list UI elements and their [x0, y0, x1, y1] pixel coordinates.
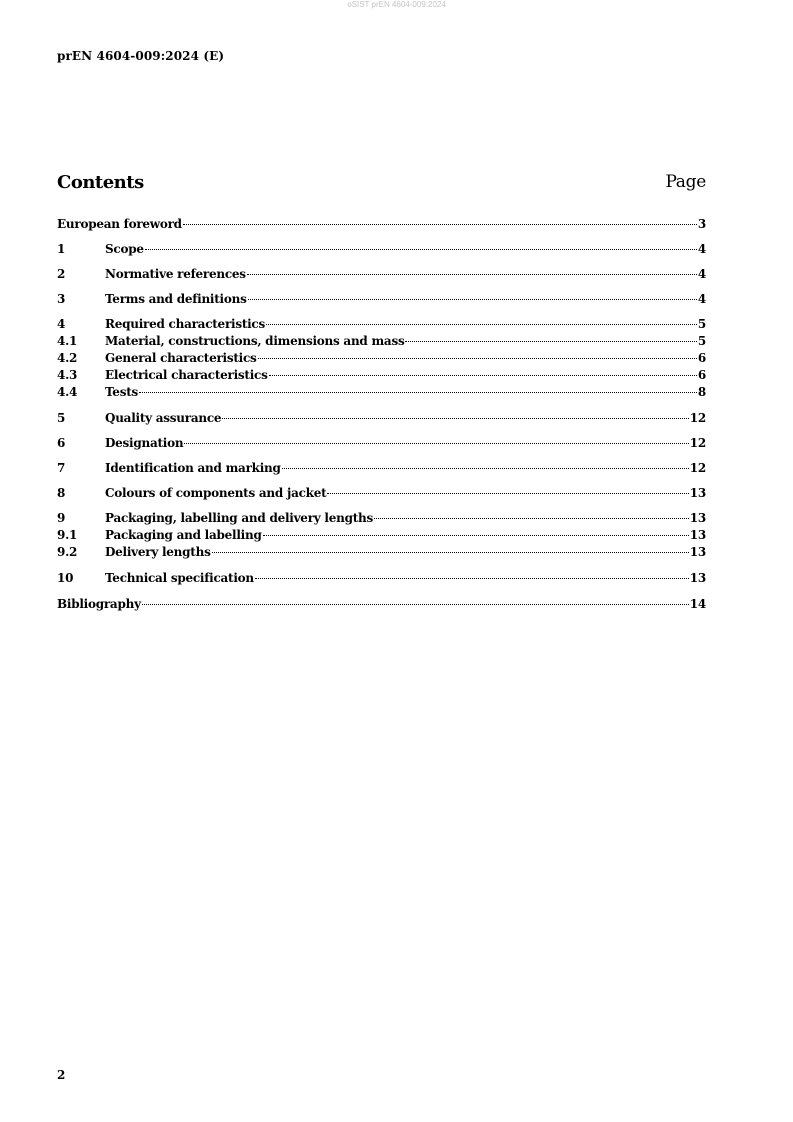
toc-leader-dots [263, 524, 689, 536]
toc-entry-title: Colours of components and jacket [105, 486, 327, 500]
toc-leader-dots [282, 457, 689, 469]
toc-entry-page: 13 [689, 486, 706, 500]
toc-entry-title: Material, constructions, dimensions and mass [105, 334, 405, 348]
toc-entry-page: 6 [697, 368, 706, 382]
toc-entry-title: Tests [105, 385, 138, 399]
toc-entry-title: Scope [105, 242, 144, 256]
toc-leader-dots [405, 330, 696, 342]
toc-entry-tests[interactable] [57, 384, 706, 400]
toc-entry-title: Technical specification [105, 571, 254, 585]
toc-leader-dots [184, 432, 688, 444]
toc-entry-number: 9.2 [57, 545, 78, 559]
toc-entry-page: 3 [697, 217, 706, 231]
toc-entry-page: 13 [689, 545, 706, 559]
toc-entry-delivery-lengths[interactable] [57, 544, 706, 560]
toc-entry-number: 5 [57, 411, 66, 425]
watermark-text: oSIST prEN 4604-009:2024 [347, 0, 446, 9]
page-column-label: Page [665, 172, 706, 192]
toc-entry-page: 5 [697, 317, 706, 331]
toc-entry-terms-definitions[interactable] [57, 291, 706, 307]
toc-leader-dots [142, 593, 689, 605]
toc-entry-page: 13 [689, 571, 706, 585]
toc-leader-dots [327, 482, 688, 494]
page-number: 2 [57, 1068, 66, 1082]
toc-entry-colours[interactable] [57, 485, 706, 501]
toc-entry-number: 2 [57, 267, 66, 281]
toc-entry-title: Delivery lengths [105, 545, 211, 559]
toc-entry-title: Identification and marking [105, 461, 281, 475]
toc-entry-page: 12 [689, 436, 706, 450]
toc-entry-number: 8 [57, 486, 66, 500]
toc-entry-normative-references[interactable] [57, 266, 706, 282]
contents-heading [57, 172, 706, 196]
toc-entry-page: 13 [689, 511, 706, 525]
toc-entry-foreword[interactable] [57, 216, 706, 232]
toc-entry-page: 12 [689, 461, 706, 475]
toc-entry-scope[interactable] [57, 241, 706, 257]
toc-leader-dots [212, 541, 689, 553]
toc-leader-dots [222, 407, 689, 419]
document-id: prEN 4604-009:2024 (E) [57, 49, 225, 63]
toc-entry-title: Terms and definitions [105, 292, 247, 306]
toc-entry-number: 4.1 [57, 334, 78, 348]
toc-entry-designation[interactable] [57, 435, 706, 451]
toc-entry-page: 4 [697, 242, 706, 256]
toc-leader-dots [145, 238, 697, 250]
toc-entry-title: Designation [105, 436, 184, 450]
toc-entry-number: 9.1 [57, 528, 78, 542]
toc-entry-title: Required characteristics [105, 317, 265, 331]
toc-entry-number: 6 [57, 436, 66, 450]
toc-entry-page: 5 [697, 334, 706, 348]
toc-entry-title: European foreword [57, 217, 182, 231]
toc-entry-title: Electrical characteristics [105, 368, 268, 382]
toc-entry-page: 4 [697, 292, 706, 306]
toc-entry-number: 10 [57, 571, 74, 585]
toc-leader-dots [255, 567, 689, 579]
toc-entry-number: 1 [57, 242, 66, 256]
toc-entry-page: 13 [689, 528, 706, 542]
toc-leader-dots [266, 313, 697, 325]
toc-leader-dots [269, 364, 697, 376]
toc-entry-page: 12 [689, 411, 706, 425]
toc-entry-page: 14 [689, 597, 706, 611]
toc-leader-dots [247, 263, 697, 275]
toc-leader-dots [248, 288, 697, 300]
toc-entry-bibliography[interactable] [57, 596, 706, 612]
toc-entry-title: Bibliography [57, 597, 141, 611]
toc-entry-title: General characteristics [105, 351, 257, 365]
toc-entry-number: 4.4 [57, 385, 78, 399]
toc-entry-number: 9 [57, 511, 66, 525]
toc-leader-dots [374, 507, 689, 519]
toc-entry-page: 6 [697, 351, 706, 365]
toc-entry-identification-marking[interactable] [57, 460, 706, 476]
toc-entry-number: 4.3 [57, 368, 78, 382]
toc-entry-page: 8 [697, 385, 706, 399]
toc-leader-dots [183, 213, 697, 225]
toc-entry-quality-assurance[interactable] [57, 410, 706, 426]
toc-entry-number: 3 [57, 292, 66, 306]
contents-title: Contents [57, 172, 144, 193]
toc-entry-title: Packaging, labelling and delivery lengths [105, 511, 373, 525]
toc-entry-number: 4 [57, 317, 66, 331]
toc-leader-dots [258, 347, 697, 359]
toc-entry-title: Packaging and labelling [105, 528, 262, 542]
toc-entry-number: 7 [57, 461, 66, 475]
toc-entry-title: Quality assurance [105, 411, 222, 425]
toc-leader-dots [139, 381, 697, 393]
toc-entry-number: 4.2 [57, 351, 78, 365]
toc-entry-technical-specification[interactable] [57, 570, 706, 586]
toc-entry-page: 4 [697, 267, 706, 281]
toc-entry-title: Normative references [105, 267, 246, 281]
